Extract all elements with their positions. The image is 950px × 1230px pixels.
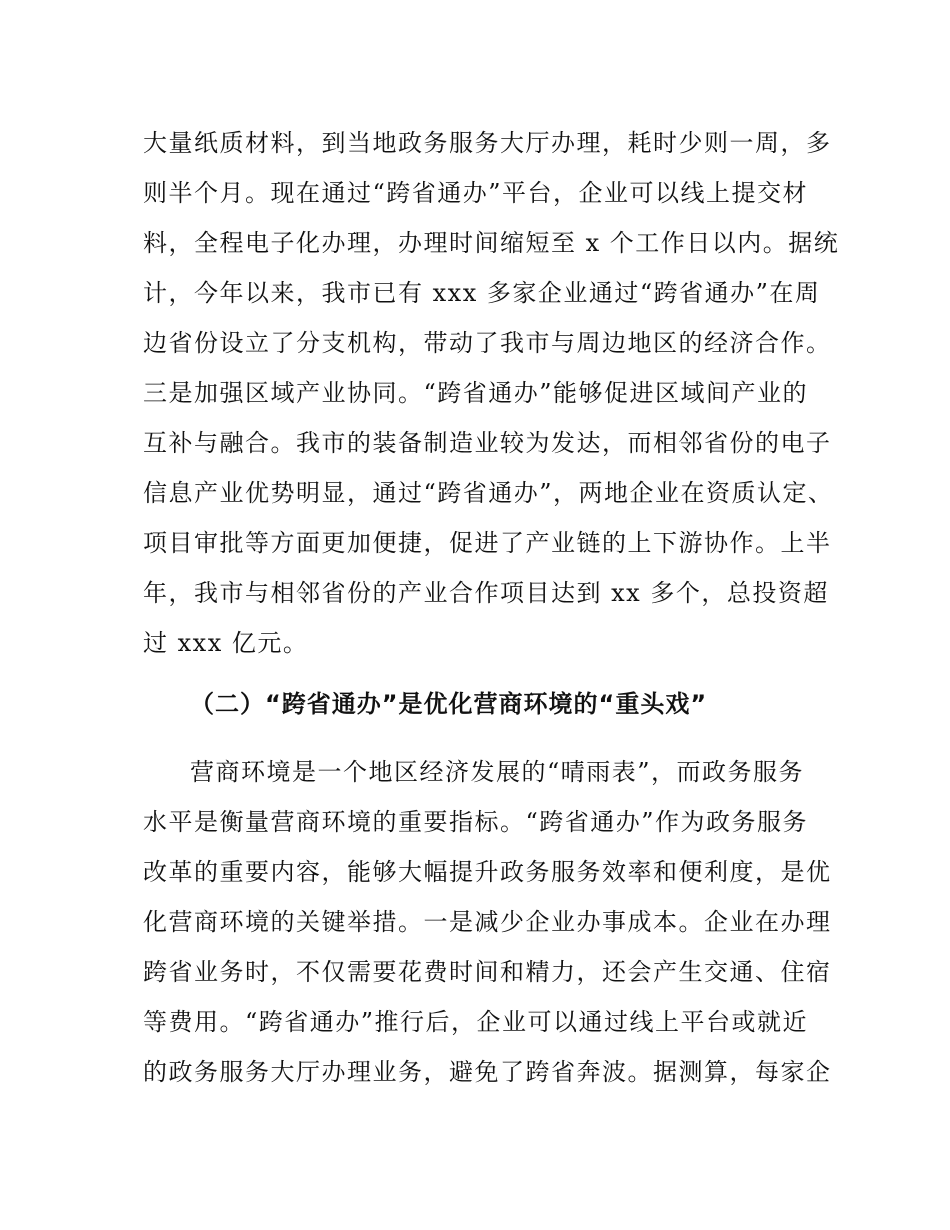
paragraph-line: 水平是衡量营商环境的重要指标。“跨省通办”作为政务服务 <box>143 808 809 836</box>
paragraph-line: 则半个月。现在通过“跨省通办”平台，企业可以线上提交材 <box>143 179 809 207</box>
paragraph-line: 大量纸质材料，到当地政务服务大厅办理，耗时少则一周，多 <box>143 129 832 157</box>
paragraph-line: 计，今年以来，我市已有 xxx 多家企业通过“跨省通办”在周 <box>143 279 821 307</box>
paragraph-line: 过 xxx 亿元。 <box>143 629 309 657</box>
paragraph-line: 料，全程电子化办理，办理时间缩短至 x 个工作日以内。据统 <box>143 229 840 257</box>
paragraph-line: 互补与融合。我市的装备制造业较为发达，而相邻省份的电子 <box>143 429 832 457</box>
paragraph-line: 信息产业优势明显，通过“跨省通办”，两地企业在资质认定、 <box>143 479 834 507</box>
paragraph-line: 边省份设立了分支机构，带动了我市与周边地区的经济合作。 <box>143 329 832 357</box>
section-heading: （二）“跨省通办”是优化营商环境的“重头戏” <box>190 690 708 718</box>
paragraph-line: 的政务服务大厅办理业务，避免了跨省奔波。据测算，每家企 <box>143 1058 832 1086</box>
paragraph-line: 项目审批等方面更加便捷，促进了产业链的上下游协作。上半 <box>143 529 832 557</box>
paragraph-line: 跨省业务时，不仅需要花费时间和精力，还会产生交通、住宿 <box>143 958 832 986</box>
paragraph-line: 改革的重要内容，能够大幅提升政务服务效率和便利度，是优 <box>143 858 832 886</box>
paragraph-line: 三是加强区域产业协同。“跨省通办”能够促进区域间产业的 <box>143 379 809 407</box>
paragraph-line: 年，我市与相邻省份的产业合作项目达到 xx 多个，总投资超 <box>143 579 829 607</box>
paragraph-line: 化营商环境的关键举措。一是减少企业办事成本。企业在办理 <box>143 908 832 936</box>
paragraph-line: 等费用。“跨省通办”推行后，企业可以通过线上平台或就近 <box>143 1008 809 1036</box>
paragraph-line: 营商环境是一个地区经济发展的“晴雨表”，而政务服务 <box>190 758 805 786</box>
